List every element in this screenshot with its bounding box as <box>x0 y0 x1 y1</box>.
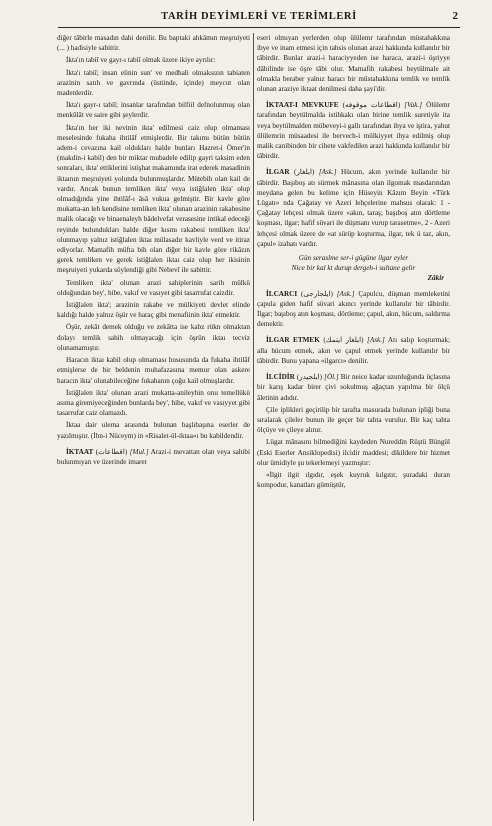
right-column <box>257 33 450 821</box>
entry-text: Bir neice kadar uzunluğunda üçlasına bir karış kadar birer çivi sokulmuş ağaçtan yapılma bir ölçü âletinin adıdır. <box>257 373 450 402</box>
paragraph: Temliken ikta' olunan arazi sahiplerinin sarih mülkü olduğundan bey', hibe, vakıf ve vasıyet gibi tasarrufat caizdir. <box>57 278 250 297</box>
entry-arabic: (ایلغار) <box>294 168 315 177</box>
paragraph: Lügat mânasını bilmediğini kaydeden Nureddin Rüştü Büngül (Eski Eserler Ansiklopedisi) ilcidir maddesi; dikildere bir hizmet olur ümidiyle şu tekerlemeyi yazmıştır: <box>257 438 450 467</box>
paragraph: İktaa dair ulema arasında bulunan başlıbaşına eserler de yazılmıştır. (İbn-i Nüceym) in «Risalet-ül-iktaa»ı bu kabildendir. <box>57 421 250 440</box>
entry-iktaat-i-mevkufe <box>257 100 450 161</box>
entry-text: Ölülemr tarafından beytülmalda istihkakı olan birine temlik suretiyle ita veya beytülmalden mübeveyi-i gallı tarafından ihya ve iştira, yahut ülülemrin müsaadesi ile bervech-i mülkiyyet ihya edilmiş olup malik canibinden bir cihete vakfedilen arazi hakkında kullanılır bir tâbirdir. <box>257 101 450 161</box>
entry-text: Arazi-i mevattan olan veya sahibi bulunmıyan ve üzerinde imaret <box>57 447 250 466</box>
page-header <box>58 11 460 28</box>
entry-label: [Vak.] <box>404 101 423 110</box>
verse-signature: Zâkir <box>427 274 444 283</box>
entry-arabic: (اقطاعات موقوفه) <box>342 101 401 110</box>
entry-arabic: (ایلجیدر) <box>296 373 323 382</box>
left-column <box>57 33 250 821</box>
paragraph: «İlgit ilgit ılgıdır, eşek kuyruk kılgıtır, şuradaki duran kompodur, kanatları gümüştür, <box>257 470 450 490</box>
entry-text: Çapulcu, düşman memleketini çapula giden hafif süvari akıncı yerinde kullanılır bir tâbirdir. İlgar; başıboş atın koşması, dörtleme; çapul, akın, hücum, saldırma demektir. <box>257 289 450 329</box>
entry-arabic: (ایلجارجی) <box>300 289 333 298</box>
verse-line: Gün seraslme ser-i gügüne ilgar eyler <box>298 254 409 263</box>
page-number: 2 <box>452 10 458 22</box>
entry-label: [Ask.] <box>367 336 385 345</box>
verse-line: Nice bir kal kt durup dergeh-i sultane gelir <box>291 264 416 273</box>
entry-term: İLGAR ETMEK <box>266 336 320 345</box>
entry-label: [Öl.] <box>324 373 339 382</box>
paragraph: İkta'ın tabiî ve gayr-ı tabiî olmak üzere ikiye ayrılır: <box>66 56 216 65</box>
paragraph: Haracın iktaı kabil olup olmaması hususunda da fukaha ihtilâf etmişlerse de bir beldenin muhafazasına memur olan askere haracın ikta' olunabileceğine fukahanın çoğu kail olmuşlardır. <box>57 356 250 385</box>
entry-ilcidir <box>257 372 450 403</box>
paragraph: İkta'ın her iki nevinin ikta' edilmesi caiz olup olmaması meselesinde fukaha ihtilâf etmişlerdir. Bir takımı bütün bütün adem-i cevazına kail oldukları halde bunları Hazret-i Ömer'in (makdin-i kabil) den bir miktar mubadele edilip gayri taksim eden sonraları, ikta' ettiklerini istişhat makamında irat ederek masadinin iktaının meşruiyeti yolunda bulunmuşlardır. Mütebih olan kail de vardır. Ancak bunun temliken ikta' veya istiğlalen ikta' olup olmadığında yine ihtilâf-ı âsâ vukua gelmiştir. Bir kavle göre mukatta-an leh kendisine temliken ikta' olunan arazinin rakabesine malik olacağı ve binaenaleyh bâdelvefat verasesine intikal edeceği reyinde bulundukları halde diğer kısmı rakabesi temliken ikta' olunmayıp yalnız istiğlalen iktaı mülasadır kavliyle verd ve itiraz ediyorlar. Mamafih müfta bih olan diğer bir kavle göre rikâzın gerek temliken ve gerek istiğlalen iktaı caiz olup her ikisinin meşruiyeti yukarda söylendiği gibi Nebevî ile sabittir. <box>57 123 250 275</box>
entry-arabic: (اقطاعات) <box>95 447 128 456</box>
entry-iktaat <box>57 447 250 467</box>
verse-quote <box>263 253 444 284</box>
paragraph: eseri olmıyan yerlerden olup ülülemr tarafından müstahakkına ibye ve inam etmesi için tahsis olunan arazi hakkında kullanılır bir tâbirdir. Bunlar arazi-i haraciyyeden ise haraca, arazi-i öşriyye dâhilinde ise öşre tâbi olur. Mamafih rakabesi beytülmale ait olmakla beraber yalnız haracı bir müstahakkına temlik ve temlik olunan araziye iktaat denilmesi daha şayi'dir. <box>257 34 450 94</box>
paragraph: Öşür, zekât demek olduğu ve zekâtta ise kabz rükn olmaktan dolayı temlik sahih olmayacağı için öşrün iktaı tecviz olunamamıştır. <box>57 323 250 352</box>
paragraph: İkta'ı tabiî; insan elinin sun' ve medhali olmaksızın tabiaten arazinin satıh ve gavrında (üstünde, içinde) meycut olan madenlerdir. <box>57 68 250 98</box>
entry-term: İKTAAT-I MEVKUFE <box>266 101 339 110</box>
paragraph: İstiğlalen ikta'; arazinin rakabe ve mülkiyeti devlet elinde kaldığı halde yalnız öşür ve haraç gibi menafiinin ikta' etmektir. <box>57 301 250 320</box>
paragraph: İstiğlalen ikta' olunan arazi mukatta-anileyhin onu temellükü asıma giremiyeceğinden bunlarda bey', hibe, vakıf ve vasıyyet gibi tasarrufat caiz olamazdı. <box>57 388 250 418</box>
entry-label: [Ask.] <box>336 289 355 298</box>
entry-arabic: (ایلغار ایتمك) <box>323 336 364 345</box>
paragraph: Çile iplikleri geçirilip bir tarafta masurada bulunan ipliği buna sıralarak çileler bunun ile geçer bir tahta vurulur. Bir kaç tahta ölçüye ve çileye alınır. <box>257 405 450 435</box>
entry-term: İLGAR <box>266 168 290 177</box>
entry-ilcarci <box>257 289 450 330</box>
entry-ilgar <box>257 167 450 249</box>
paragraph: diğer tâbirle masadın dahi denilir. Bu baptaki ahkâmın meşruiyeti (... ) hadisiyle sabittir. <box>57 34 250 53</box>
entry-label: [Mul.] <box>129 447 149 456</box>
entry-ilgar-etmek <box>257 335 450 366</box>
entry-label: [Ask.] <box>318 168 337 177</box>
column-divider <box>253 33 254 821</box>
running-head: TARİH DEYİMLERİ VE TERİMLERİ <box>161 11 357 22</box>
paragraph: İkta'ı gayr-ı tabiî; insanlar tarafından bilfiil defnolunmuş olan menkûlât ve saire gibi şeylerdir. <box>57 101 250 120</box>
entry-term: İLCİDİR <box>266 373 295 382</box>
entry-text: Hücum, akın yerinde kullanılır bir tâbirdir. Başıboş atı sürmek mânasına olan ilgomak masdarından meydana gelen bu kelime için Hüseyin Kâzım Beyin «Türk Lügatı» nda Çağatay ve Azeri lehçelerine mahsus olarak: 1 - Çağatay lehçesi olmak üzere «akın, taraş; başıboş atın dörtleme koşması, ilgar; hafif süvari ile düşmanı vurup tarasetme», 2 - Azeri lehçesi olmak üzere de «at sürüp koşturma, ilgar, tek ü taz, akın, çapul» izahatı vardır. <box>257 168 450 248</box>
entry-term: İLCARCI <box>266 289 298 298</box>
entry-text: Atı salıp koşturmak; alla hücum etmek, akın ve çapul etmek yerinde kullanılır bir tâbirdir. Bunu yapana «ilgarcı» denilir. <box>257 336 450 365</box>
entry-term: İKTAAT <box>66 447 94 456</box>
